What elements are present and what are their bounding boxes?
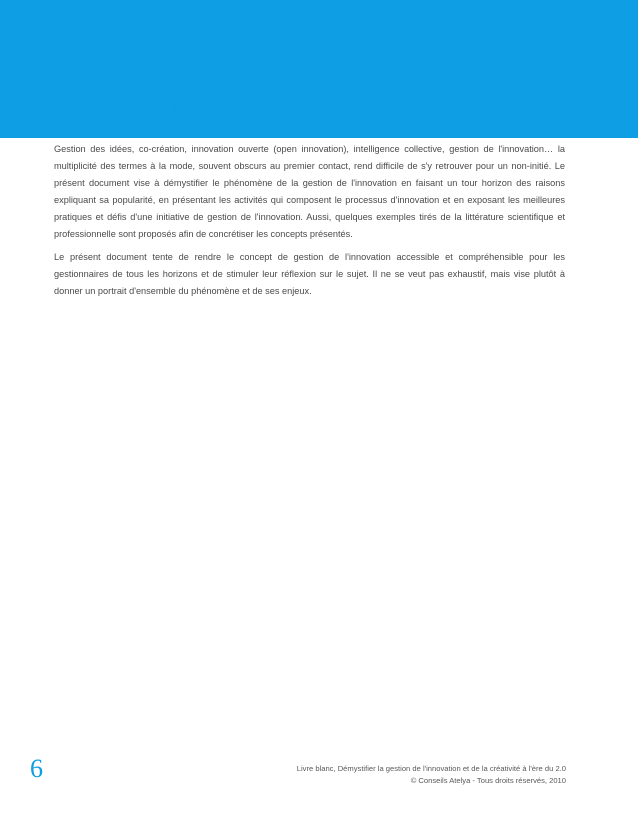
intro-paragraph-1: Gestion des idées, co-création, innovation ouverte (open innovation), intelligence collective, gestion de l'innovation… la multiplicité des termes à la mode, souvent obscurs au premier contact, rend difficile de s'y retrouver pour un non-initié. Le présent document vise à démystifier le phénomène de la gestion de l'innovation en faisant un tour horizon des raisons expliquant sa popularité, en présentant les activités qui composent le processus d'innovation et en exposant les meilleures pratiques et défis d'une initiative de gestion de l'innovation. Aussi, quelques exemples tirés de la littérature scientifique et professionnelle sont proposés afin de concrétiser les concepts présentés. [54, 144, 565, 239]
footer [297, 763, 566, 787]
page-number: 6 [30, 754, 43, 783]
intro-paragraph-2: Le présent document tente de rendre le concept de gestion de l'innovation accessible et compréhensible pour les gestionnaires de tous les horizons et de stimuler leur réflexion sur le sujet. Il ne se veut pas exhaustif, mais vise plutôt à donner un portrait d'ensemble du phénomène et de ses enjeux. [54, 252, 565, 296]
footer-document-title: Livre blanc, Démystifier la gestion de l'innovation et de la créativité à l'ère du 2.0 [296, 764, 566, 773]
section-title: INTRODUCTION [38, 92, 226, 119]
footer-copyright: © Conseils Atelya - Tous droits réservés, 2010 [410, 776, 566, 785]
body-text [54, 141, 565, 306]
